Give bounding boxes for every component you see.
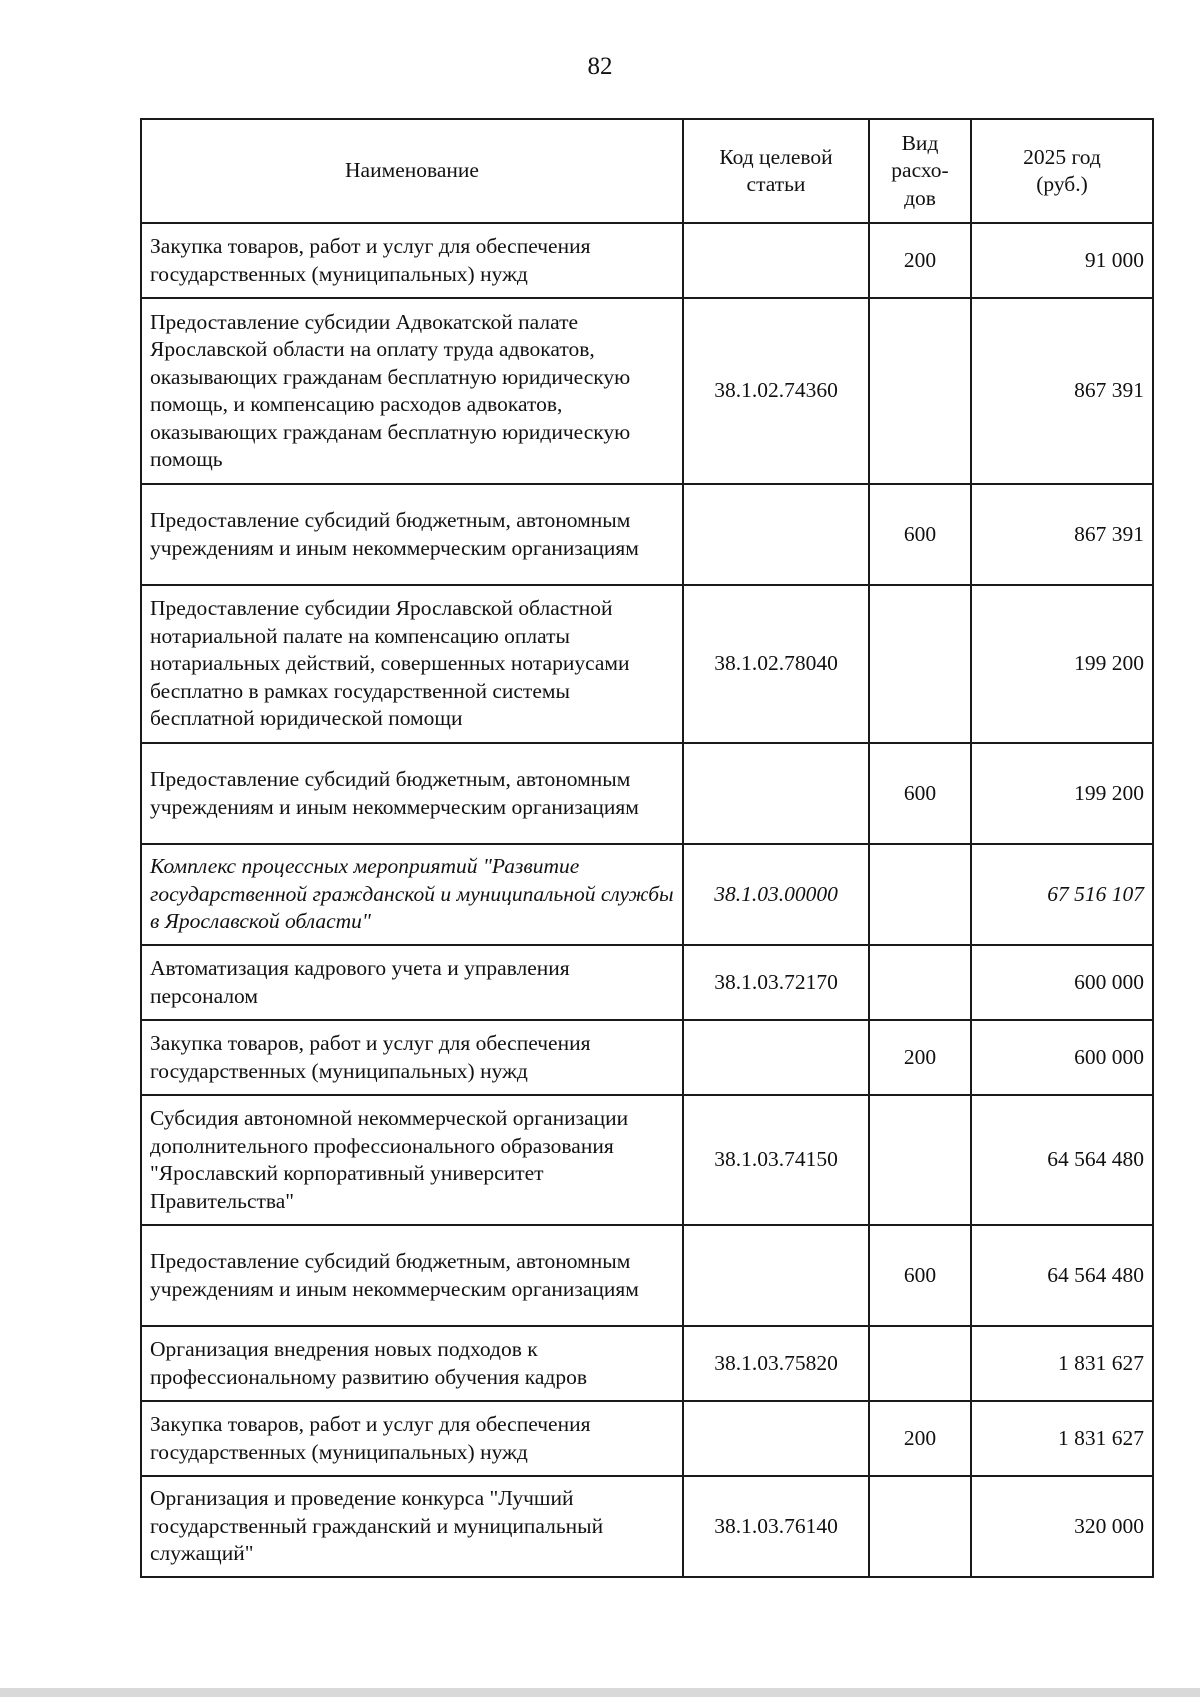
row-kind: 200: [869, 1401, 971, 1476]
table-row: [141, 484, 1153, 585]
row-amount: 199 200: [971, 585, 1153, 743]
table-row: [141, 298, 1153, 484]
row-amount: 320 000: [971, 1476, 1153, 1577]
row-code: 38.1.03.72170: [683, 945, 869, 1020]
row-code: 38.1.03.74150: [683, 1095, 869, 1225]
row-kind: [869, 844, 971, 945]
header-name: Наименование: [141, 119, 683, 223]
row-name: Субсидия автономной некоммерческой организации дополнительного профессионального образования "Ярославский корпоративный университет Правительства": [141, 1095, 683, 1225]
row-code: 38.1.03.76140: [683, 1476, 869, 1577]
row-name: Закупка товаров, работ и услуг для обеспечения государственных (муниципальных) нужд: [141, 223, 683, 298]
row-kind: [869, 1095, 971, 1225]
row-kind: [869, 945, 971, 1020]
table-row: [141, 1020, 1153, 1095]
row-code: [683, 484, 869, 585]
row-code: [683, 1020, 869, 1095]
row-kind: 200: [869, 1020, 971, 1095]
row-name: Закупка товаров, работ и услуг для обеспечения государственных (муниципальных) нужд: [141, 1401, 683, 1476]
row-amount: 1 831 627: [971, 1326, 1153, 1401]
row-code: 38.1.02.74360: [683, 298, 869, 484]
table-body: [141, 223, 1153, 1577]
row-code: [683, 1401, 869, 1476]
header-amount: 2025 год (руб.): [971, 119, 1153, 223]
page-bottom-edge: [0, 1688, 1200, 1697]
table-row: [141, 945, 1153, 1020]
row-code: 38.1.02.78040: [683, 585, 869, 743]
row-code: 38.1.03.75820: [683, 1326, 869, 1401]
table-row: [141, 585, 1153, 743]
table-header-row: [141, 119, 1153, 223]
row-kind: 200: [869, 223, 971, 298]
row-code: [683, 1225, 869, 1326]
table-row: [141, 1401, 1153, 1476]
row-kind: 600: [869, 1225, 971, 1326]
row-kind: [869, 585, 971, 743]
row-amount: 199 200: [971, 743, 1153, 844]
row-code: 38.1.03.00000: [683, 844, 869, 945]
row-name: Закупка товаров, работ и услуг для обеспечения государственных (муниципальных) нужд: [141, 1020, 683, 1095]
table-row: [141, 1326, 1153, 1401]
row-kind: 600: [869, 743, 971, 844]
budget-table: [140, 118, 1154, 1578]
row-amount: 867 391: [971, 298, 1153, 484]
header-kind: Вид расхо-дов: [869, 119, 971, 223]
row-name: Комплекс процессных мероприятий "Развитие государственной гражданской и муниципальной службы в Ярославской области": [141, 844, 683, 945]
row-name: Организация внедрения новых подходов к профессиональному развитию обучения кадров: [141, 1326, 683, 1401]
row-amount: 64 564 480: [971, 1095, 1153, 1225]
row-amount: 64 564 480: [971, 1225, 1153, 1326]
row-kind: [869, 298, 971, 484]
row-code: [683, 223, 869, 298]
header-code: Код целевой статьи: [683, 119, 869, 223]
table-row: [141, 844, 1153, 945]
row-name: Предоставление субсидии Адвокатской палате Ярославской области на оплату труда адвокатов, оказывающих гражданам бесплатную юридическую помощь, и компенсацию расходов адвокатов, оказывающих гражданам бесплатную юридическую помощь: [141, 298, 683, 484]
row-amount: 600 000: [971, 1020, 1153, 1095]
row-name: Предоставление субсидий бюджетным, автономным учреждениям и иным некоммерческим организациям: [141, 1225, 683, 1326]
row-name: Предоставление субсидии Ярославской областной нотариальной палате на компенсацию оплаты нотариальных действий, совершенных нотариусами бесплатно в рамках государственной системы бесплатной юридической помощи: [141, 585, 683, 743]
row-kind: 600: [869, 484, 971, 585]
row-name: Организация и проведение конкурса "Лучший государственный гражданский и муниципальный служащий": [141, 1476, 683, 1577]
row-kind: [869, 1476, 971, 1577]
row-amount: 600 000: [971, 945, 1153, 1020]
row-kind: [869, 1326, 971, 1401]
row-amount: 1 831 627: [971, 1401, 1153, 1476]
table-row: [141, 743, 1153, 844]
row-name: Автоматизация кадрового учета и управления персоналом: [141, 945, 683, 1020]
table-row: [141, 1095, 1153, 1225]
row-amount: 867 391: [971, 484, 1153, 585]
table-row: [141, 1476, 1153, 1577]
page-number: 82: [587, 53, 613, 80]
row-amount: 91 000: [971, 223, 1153, 298]
row-code: [683, 743, 869, 844]
table-row: [141, 223, 1153, 298]
table-row: [141, 1225, 1153, 1326]
row-name: Предоставление субсидий бюджетным, автономным учреждениям и иным некоммерческим организациям: [141, 484, 683, 585]
row-name: Предоставление субсидий бюджетным, автономным учреждениям и иным некоммерческим организациям: [141, 743, 683, 844]
row-amount: 67 516 107: [971, 844, 1153, 945]
